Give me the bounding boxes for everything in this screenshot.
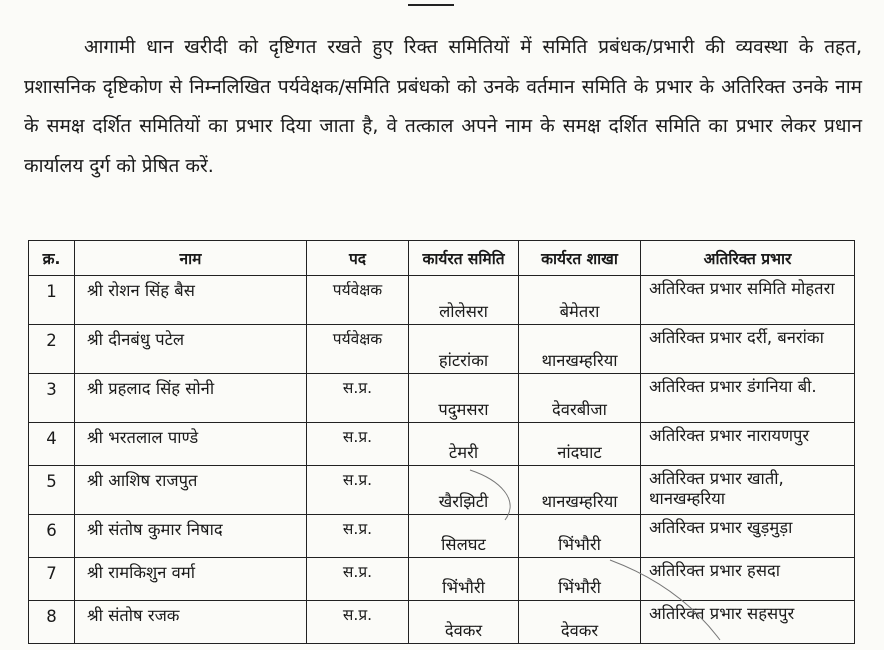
cell-post: पर्यवेक्षक — [307, 276, 409, 325]
table-row — [29, 423, 855, 466]
cell-branch: देवरबीजा — [519, 374, 641, 423]
cell-committee: खैरझिटी — [409, 466, 519, 515]
cell-additional-charge: अतिरिक्त प्रभार हसदा — [641, 558, 855, 601]
cell-post: पर्यवेक्षक — [307, 325, 409, 374]
cell-branch: थानखम्हरिया — [519, 466, 641, 515]
cell-post: स.प्र. — [307, 374, 409, 423]
cell-serial: 4 — [29, 423, 75, 466]
cell-post: स.प्र. — [307, 515, 409, 558]
cell-committee: लोलेसरा — [409, 276, 519, 325]
cell-additional-charge: अतिरिक्त प्रभार सहसपुर — [641, 601, 855, 644]
header-post: पद — [307, 241, 409, 276]
top-rule — [408, 4, 454, 6]
cell-additional-charge: अतिरिक्त प्रभार नारायणपुर — [641, 423, 855, 466]
cell-serial: 7 — [29, 558, 75, 601]
table-row — [29, 276, 855, 325]
table-row — [29, 515, 855, 558]
table-row — [29, 374, 855, 423]
cell-serial: 2 — [29, 325, 75, 374]
header-serial: क्र. — [29, 241, 75, 276]
cell-name: श्री रोशन सिंह बैस — [75, 276, 307, 325]
table-header-row — [29, 241, 855, 276]
cell-post: स.प्र. — [307, 423, 409, 466]
cell-branch: बेमेतरा — [519, 276, 641, 325]
cell-committee: सिलघट — [409, 515, 519, 558]
cell-serial: 8 — [29, 601, 75, 644]
cell-name: श्री संतोष कुमार निषाद — [75, 515, 307, 558]
cell-post: स.प्र. — [307, 558, 409, 601]
assignment-table — [28, 240, 855, 644]
header-working-branch: कार्यरत शाखा — [519, 241, 641, 276]
cell-branch: देवकर — [519, 601, 641, 644]
header-additional-charge: अतिरिक्त प्रभार — [641, 241, 855, 276]
cell-name: श्री आशिष राजपुत — [75, 466, 307, 515]
cell-committee: पदुमसरा — [409, 374, 519, 423]
cell-branch: भिंभौरी — [519, 558, 641, 601]
cell-additional-charge: अतिरिक्त प्रभार खाती, थानखम्हरिया — [641, 466, 855, 515]
cell-serial: 6 — [29, 515, 75, 558]
cell-name: श्री दीनबंधु पटेल — [75, 325, 307, 374]
cell-committee: हांटरांका — [409, 325, 519, 374]
cell-committee: टेमरी — [409, 423, 519, 466]
cell-serial: 3 — [29, 374, 75, 423]
cell-serial: 1 — [29, 276, 75, 325]
cell-branch: थानखम्हरिया — [519, 325, 641, 374]
cell-post: स.प्र. — [307, 466, 409, 515]
cell-additional-charge: अतिरिक्त प्रभार समिति मोहतरा — [641, 276, 855, 325]
cell-post: स.प्र. — [307, 601, 409, 644]
cell-committee: देवकर — [409, 601, 519, 644]
cell-branch: भिंभौरी — [519, 515, 641, 558]
header-working-committee: कार्यरत समिति — [409, 241, 519, 276]
table-row — [29, 325, 855, 374]
cell-branch: नांदघाट — [519, 423, 641, 466]
table-row — [29, 466, 855, 515]
cell-name: श्री रामकिशुन वर्मा — [75, 558, 307, 601]
cell-name: श्री प्रहलाद सिंह सोनी — [75, 374, 307, 423]
header-name: नाम — [75, 241, 307, 276]
table-row — [29, 558, 855, 601]
cell-name: श्री संतोष रजक — [75, 601, 307, 644]
table-row — [29, 601, 855, 644]
cell-additional-charge: अतिरिक्त प्रभार डंगनिया बी. — [641, 374, 855, 423]
cell-serial: 5 — [29, 466, 75, 515]
cell-additional-charge: अतिरिक्त प्रभार खुड़मुड़ा — [641, 515, 855, 558]
cell-name: श्री भरतलाल पाण्डे — [75, 423, 307, 466]
order-paragraph: आगामी धान खरीदी को दृष्टिगत रखते हुए रिक्त समितियों में समिति प्रबंधक/प्रभारी की व्यवस्था के तहत, प्रशासनिक दृष्टिकोण से निम्नलिखित पर्यवेक्षक/समिति प्रबंधको को उनके वर्तमान समिति के प्रभार के अतिरिक्त उनके नाम के समक्ष दर्शित समितियों का प्रभार दिया जाता है, वे तत्काल अपने नाम के समक्ष दर्शित समिति का प्रभार लेकर प्रधान कार्यालय दुर्ग को प्रेषित करें. — [24, 36, 862, 177]
cell-committee: भिंभौरी — [409, 558, 519, 601]
cell-additional-charge: अतिरिक्त प्रभार दर्री, बनरांका — [641, 325, 855, 374]
